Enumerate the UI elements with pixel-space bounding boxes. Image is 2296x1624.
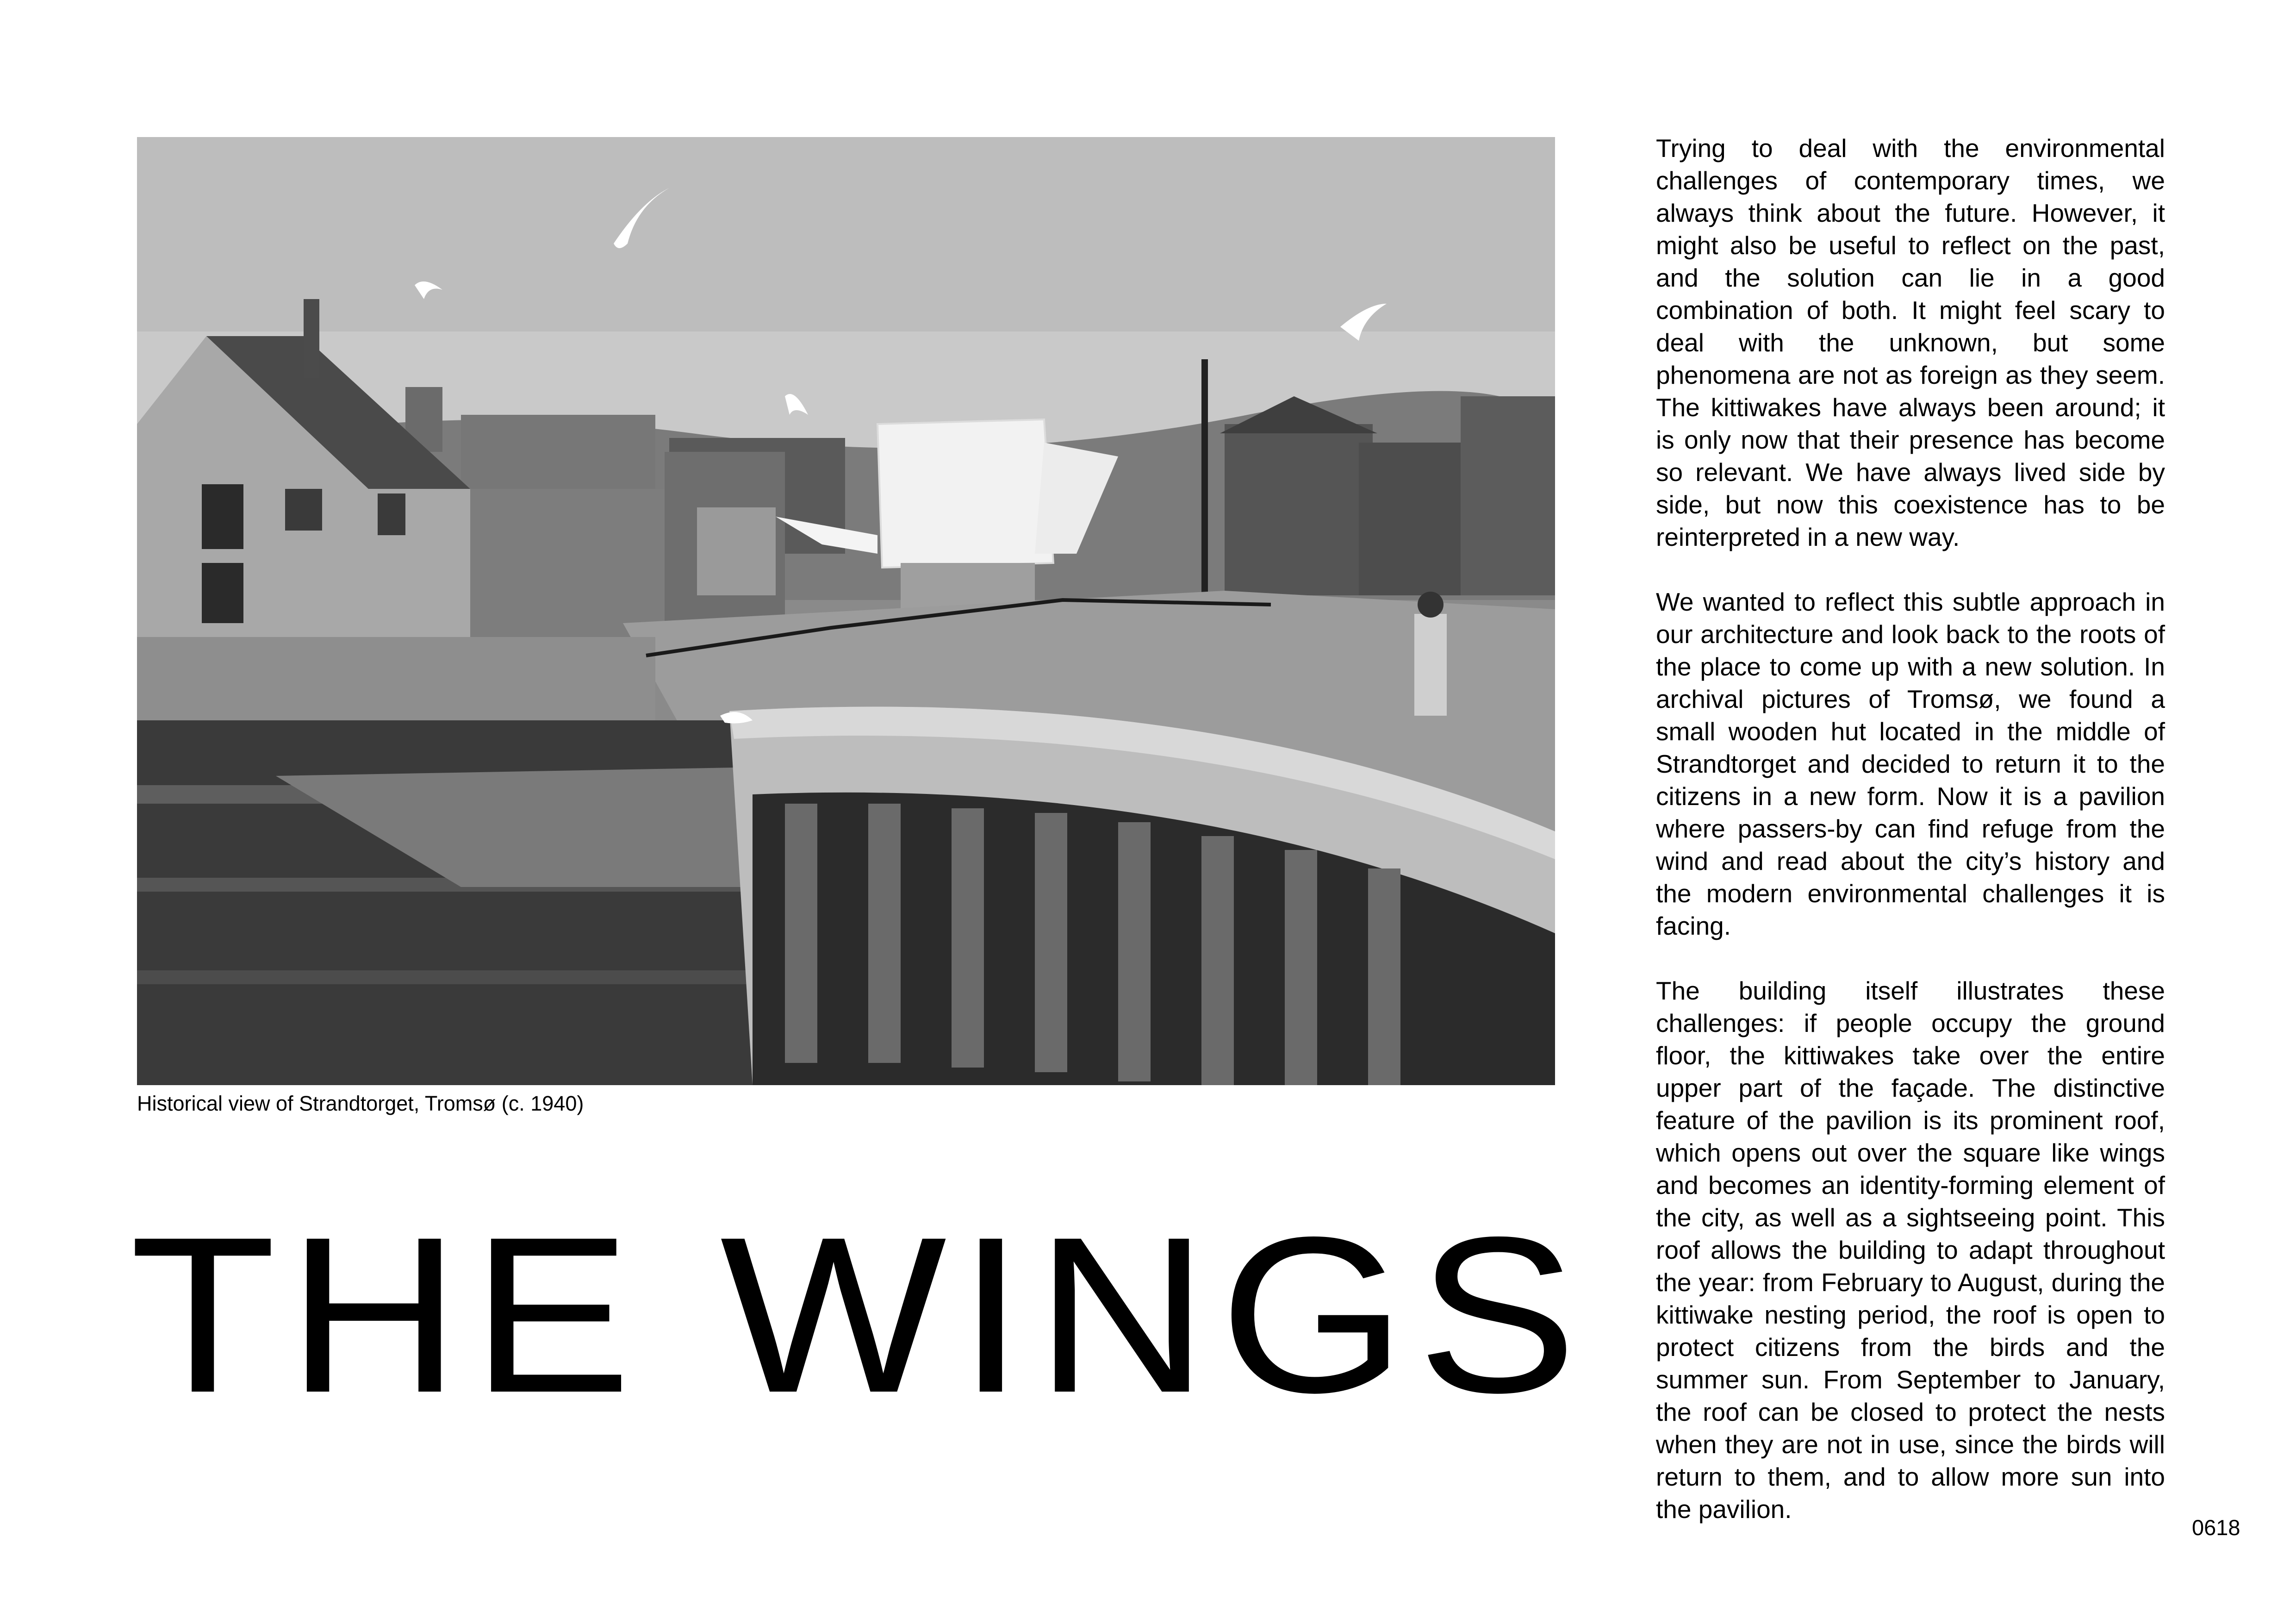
page-title: THE WINGS — [130, 1190, 1588, 1439]
paragraph: We wanted to reflect this subtle approach in our architecture and look back to the roots of the place to come up with a new solution. In archival pictures of Tromsø, we found a small wooden hut located in the middle of Strandtorget and decided to return it to the citizens in a new form. Now it is a pavilion where passers-by can find refuge from the wind and read about the city’s history and the modern environmental challenges it is facing. — [1656, 587, 2165, 940]
strandtorget-photo-illustration — [137, 137, 1555, 1085]
photo-caption: Historical view of Strandtorget, Tromsø (c. 1940) — [137, 1092, 584, 1115]
page-number: 0618 — [2192, 1515, 2240, 1540]
body-text — [1656, 132, 2165, 1558]
paragraph: The building itself illustrates these challenges: if people occupy the ground floor, the kittiwakes take over the entire upper part of the façade. The distinctive feature of the pavilion is its prominent roof, which opens out over the square like wings and becomes an identity-forming element of the city, as well as a sightseeing point. This roof allows the building to adapt throughout the year: from February to August, during the kittiwake nesting period, the roof is open to protect citizens from the birds and the summer sun. From September to January, the roof can be closed to protect the nests when they are not in use, since the birds will return to them, and to allow more sun into the pavilion. — [1656, 976, 2165, 1524]
paragraph: Trying to deal with the environmental challenges of contemporary times, we always think about the future. However, it might also be useful to reflect on the past, and the solution can lie in a good combination of both. It might feel scary to deal with the unknown, but some phenomena are not as foreign as they seem. The kittiwakes have always been around; it is only now that their presence has become so relevant. We have always lived side by side, but now this coexistence has to be reinterpreted in a new way. — [1656, 134, 2165, 551]
historical-photo — [137, 137, 1555, 1085]
